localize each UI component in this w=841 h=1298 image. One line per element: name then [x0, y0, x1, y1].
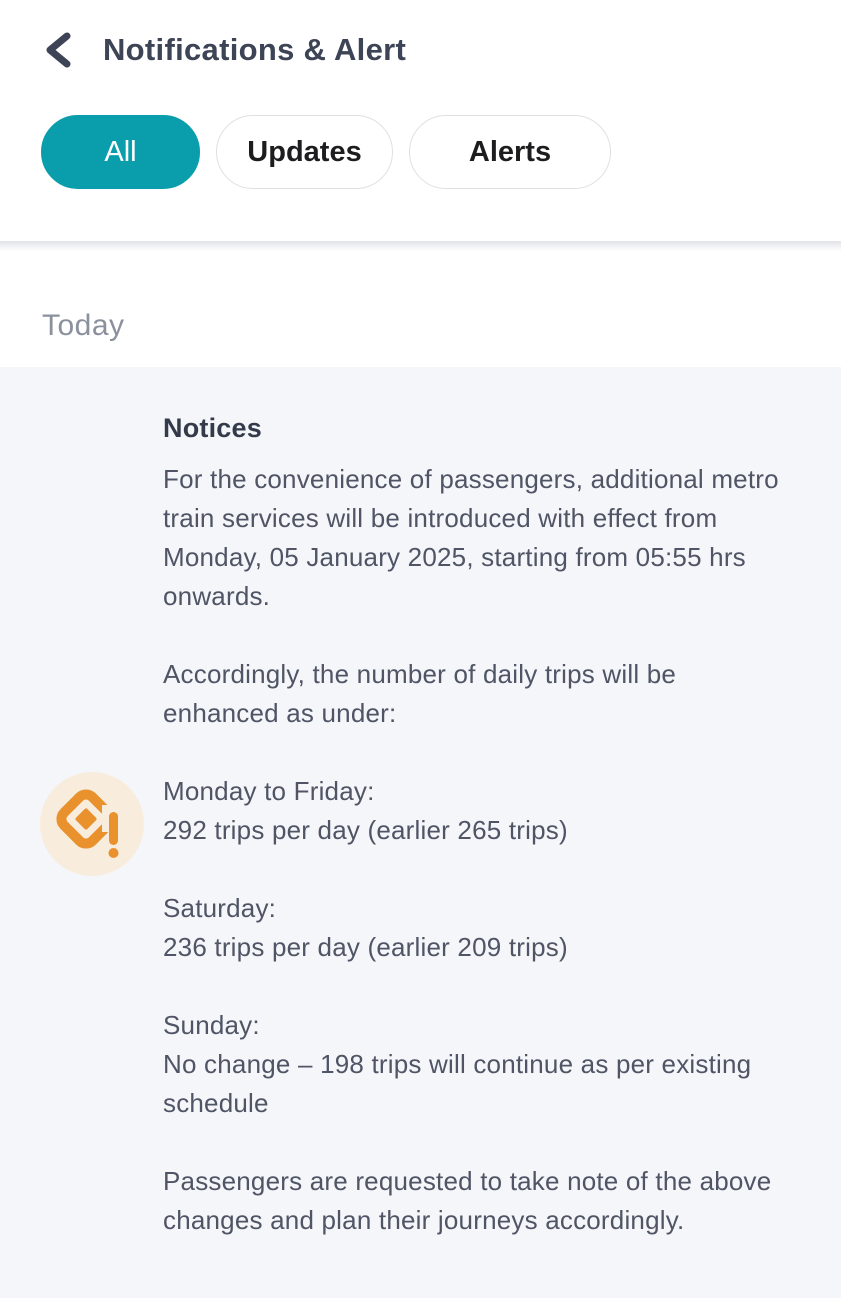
notification-item[interactable]	[0, 367, 841, 1298]
chevron-left-icon	[44, 32, 72, 68]
filter-tab-updates[interactable]: Updates	[216, 115, 393, 189]
notification-paragraph: Passengers are requested to take note of the above changes and plan their journeys accordingly.	[163, 1166, 772, 1235]
notification-paragraph: Sunday: No change – 198 trips will continue as per existing schedule	[163, 1010, 752, 1118]
notification-paragraph: Saturday: 236 trips per day (earlier 209 trips)	[163, 893, 568, 962]
notification-content	[163, 413, 793, 1240]
app-header	[0, 0, 841, 68]
notification-paragraph: For the convenience of passengers, additional metro train services will be introduced with effect from Monday, 05 January 2025, starting from 05:55 hrs onwards.	[163, 464, 779, 611]
section-label-today: Today	[42, 309, 125, 342]
notification-title: Notices	[163, 413, 262, 443]
header-divider	[0, 241, 841, 251]
notification-paragraph: Accordingly, the number of daily trips will be enhanced as under:	[163, 659, 677, 728]
alert-diamond-icon	[40, 772, 144, 881]
page-title: Notifications & Alert	[103, 32, 407, 67]
filter-tab-alerts[interactable]: Alerts	[409, 115, 611, 189]
filter-tab-all[interactable]: All	[41, 115, 200, 189]
back-button[interactable]	[41, 32, 75, 68]
notification-paragraph: Monday to Friday: 292 trips per day (earlier 265 trips)	[163, 776, 568, 845]
notification-body	[163, 460, 793, 1240]
filter-tabs	[41, 115, 841, 189]
